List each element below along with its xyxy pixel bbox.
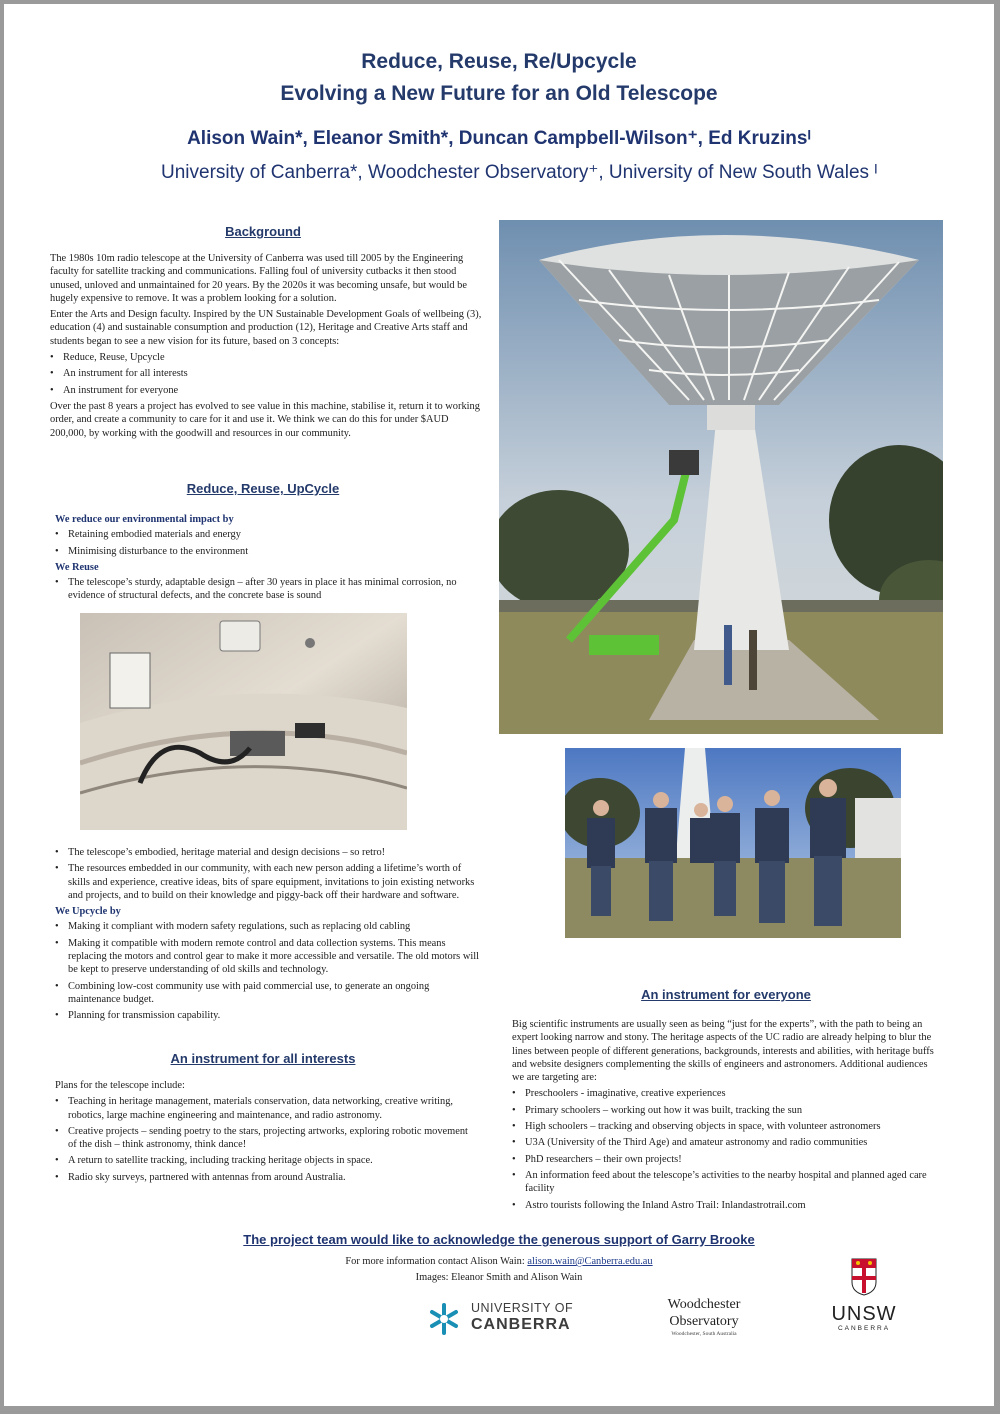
list-item: • The telescope’s sturdy, adaptable design – after 30 years in place it has minimal corrosion, no evidence of structural defects, and the concrete base is sound — [55, 576, 475, 603]
unsw-crest-icon — [851, 1258, 877, 1296]
reduce-list — [55, 528, 475, 558]
background-heading: Background — [225, 224, 301, 239]
list-item: • Retaining embodied materials and energy — [55, 528, 475, 541]
background-paragraph-2: Enter the Arts and Design faculty. Inspired by the UN Sustainable Development Goals of wellbeing (3), education (4) and sustainable consumption and production (12), Heritage and Creative Arts staff and students began to see a new vision for its future, based on 3 concepts: — [50, 309, 482, 347]
list-item: • Planning for transmission capability. — [55, 1009, 479, 1022]
uc-logo-line2: CANBERRA — [471, 1316, 571, 1333]
list-item: • An information feed about the telescope’s activities to the nearby hospital and planned aged care facility — [512, 1169, 942, 1196]
list-item: • Astro tourists following the Inland Astro Trail: Inlandastrotrail.com — [512, 1199, 942, 1212]
affiliations: University of Canberra*, Woodchester Observatory⁺, University of New South Wales ᴵ — [161, 162, 878, 183]
list-item: • The telescope’s embodied, heritage material and design decisions – so retro! — [55, 846, 479, 859]
uc-snowflake-icon — [427, 1302, 461, 1336]
uc-logo-line1: UNIVERSITY OF — [471, 1301, 574, 1315]
interests-intro: Plans for the telescope include: — [55, 1080, 185, 1091]
upcycle-list — [55, 920, 479, 1022]
unsw-logo-line1: UNSW — [831, 1303, 897, 1325]
list-item: • Creative projects – sending poetry to the stars, projecting artworks, exploring robotic movement of the dish – think astronomy, think dance! — [55, 1125, 479, 1152]
background-text — [50, 252, 486, 443]
unsw-canberra-logo — [824, 1258, 904, 1344]
woodchester-line2: Observatory — [669, 1314, 739, 1329]
list-item: • An instrument for everyone — [50, 384, 486, 397]
authors: Alison Wain*, Eleanor Smith*, Duncan Campbell-Wilson⁺, Ed Kruzinsᴵ — [187, 128, 811, 149]
list-item: • Making it compatible with modern remote control and data collection systems. This means replacing the motors and control gear to make it more accessible and versatile. The old motors will be kept to preserve understanding of old skills and technology. — [55, 937, 479, 977]
reuse-label: We Reuse — [55, 561, 99, 573]
list-item: • An instrument for all interests — [50, 367, 486, 380]
telescope-base-photo — [80, 613, 407, 830]
reuse-list-continued — [55, 846, 479, 902]
contact-prefix: For more information contact Alison Wain: — [345, 1256, 525, 1267]
woodchester-line3: Woodchester, South Australia — [671, 1331, 737, 1337]
list-item: • A return to satellite tracking, including tracking heritage objects in space. — [55, 1154, 479, 1167]
list-item: • Minimising disturbance to the environment — [55, 545, 475, 558]
background-list — [50, 351, 486, 397]
list-item: • Combining low-cost community use with paid commercial use, to generate an ongoing maintenance budget. — [55, 980, 479, 1007]
list-item: • PhD researchers – their own projects! — [512, 1153, 942, 1166]
contact-email-link[interactable]: alison.wain@Canberra.edu.au — [527, 1256, 653, 1267]
list-item: • Reduce, Reuse, Upcycle — [50, 351, 486, 364]
interests-heading: An instrument for all interests — [170, 1051, 356, 1066]
list-item: • Making it compliant with modern safety regulations, such as replacing old cabling — [55, 920, 479, 933]
interests-text — [55, 1079, 479, 1187]
list-item: • High schoolers – tracking and observing objects in space, with volunteer astronomers — [512, 1120, 942, 1133]
interests-list — [55, 1095, 479, 1184]
rru-text-bottom — [55, 846, 479, 1026]
volunteers-group-photo — [565, 748, 901, 938]
rru-text-top — [55, 513, 475, 606]
reduce-label: We reduce our environmental impact by — [55, 514, 234, 525]
list-item: • Radio sky surveys, partnered with antennas from around Australia. — [55, 1171, 479, 1184]
list-item: • U3A (University of the Third Age) and amateur astronomy and radio communities — [512, 1136, 942, 1149]
everyone-heading: An instrument for everyone — [641, 987, 811, 1002]
background-paragraph-3: Over the past 8 years a project has evolved to see value in this machine, stabilise it, return it to working order, and create a community to care for it and use it. We think we can do this for under $AUD 200,000, by working with the goodwill and resources in our community. — [50, 400, 480, 439]
woodchester-observatory-logo — [644, 1296, 764, 1346]
unsw-logo-line2: CANBERRA — [837, 1325, 891, 1332]
upcycle-label: We Upcycle by — [55, 906, 121, 918]
list-item: • Teaching in heritage management, materials conservation, data networking, creative writing, robotics, large machine engineering and maintenance, and radio astronomy. — [55, 1095, 479, 1122]
everyone-text — [512, 1018, 942, 1215]
woodchester-line1: Woodchester — [667, 1297, 741, 1312]
poster-title-line2: Evolving a New Future for an Old Telescope — [280, 82, 718, 105]
telescope-dish-photo — [499, 220, 943, 734]
reuse-list — [55, 576, 475, 603]
image-credits: Images: Eleanor Smith and Alison Wain — [415, 1272, 583, 1283]
acknowledgement: The project team would like to acknowledge the generous support of Garry Brooke — [243, 1232, 755, 1247]
background-paragraph-1: The 1980s 10m radio telescope at the University of Canberra was used till 2005 by the Engineering faculty for satellite tracking and communications. Falling foul of university cutbacks it then stood unused, unloved and unmaintained for 20 years. By the 2020s it was becoming unsafe, but would be hugely expensive to remove. It was a problem looking for a solution. — [50, 253, 467, 304]
list-item: • Preschoolers - imaginative, creative experiences — [512, 1087, 942, 1100]
poster-title-line1: Reduce, Reuse, Re/Upcycle — [361, 50, 637, 73]
list-item: • The resources embedded in our community, with each new person adding a lifetime’s worth of skills and experience, creative ideas, bits of spare equipment, invitations to join existing networks and projects, and to build on their knowledge and piggy-back off their hardware and software. — [55, 862, 479, 902]
everyone-list — [512, 1087, 942, 1211]
rru-heading: Reduce, Reuse, UpCycle — [186, 481, 340, 496]
university-of-canberra-logo — [427, 1300, 597, 1340]
list-item: • Primary schoolers – working out how it was built, tracking the sun — [512, 1104, 942, 1117]
everyone-paragraph: Big scientific instruments are usually seen as being “just for the experts”, with the path to being an expert looking narrow and stony. The heritage aspects of the UC radio are already helping to blur the lines between people of different generations, backgrounds, interests and abilities, with heritage buffs and website designers complementing the skills of engineers and astronomers. Additional audiences we are targeting are: — [512, 1019, 934, 1084]
poster — [4, 4, 994, 1406]
